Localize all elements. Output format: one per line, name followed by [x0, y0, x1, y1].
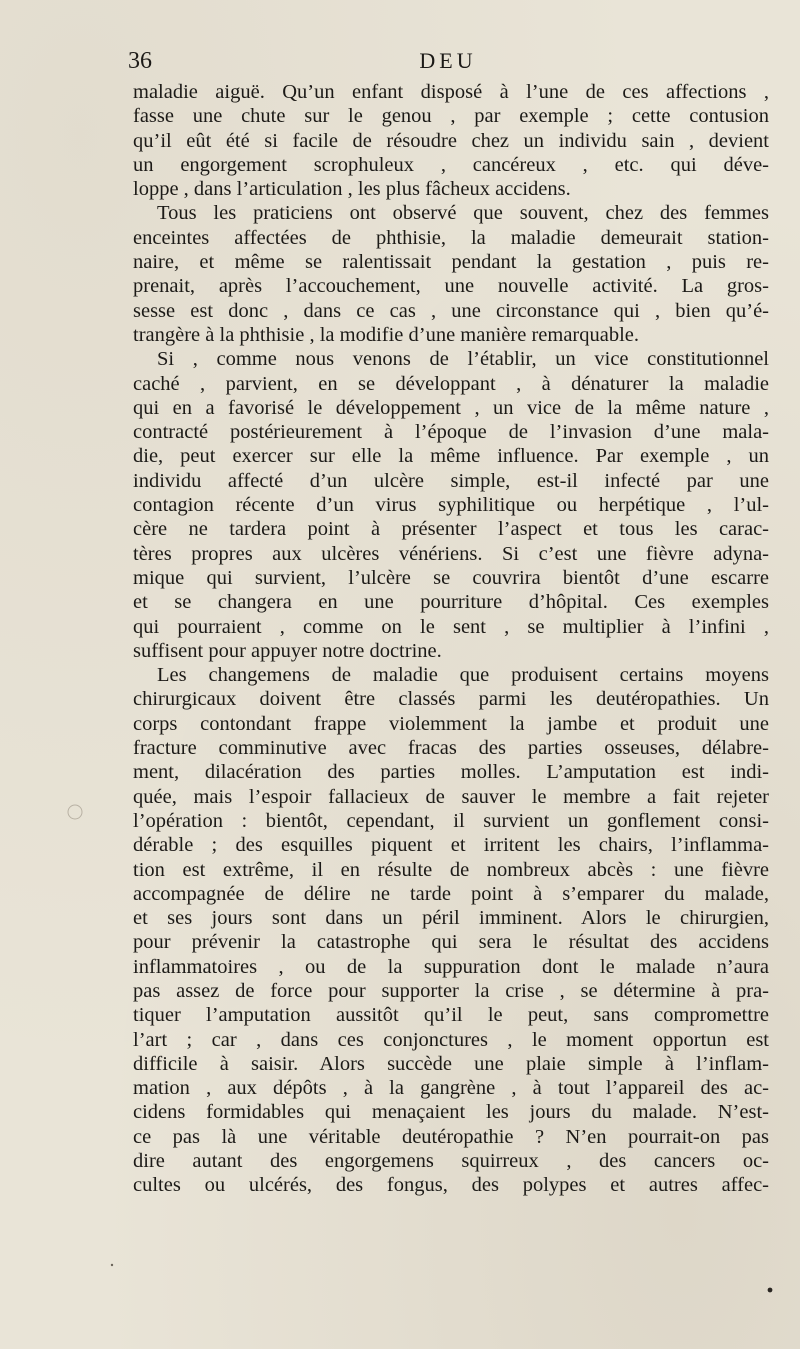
ink-speck [111, 1264, 113, 1266]
text-line: mation , aux dépôts , à la gangrène , à tout l’appareil des ac- [133, 1077, 769, 1100]
text-line: sesse est donc , dans ce cas , une circonstance qui , bien qu’é- [133, 299, 769, 322]
text-line: enceintes affectées de phthisie, la maladie demeurait station- [133, 226, 769, 249]
text-line: l’art ; car , dans ces conjonctures , le moment opportun est [133, 1028, 769, 1051]
running-title: DEU [419, 48, 477, 73]
text-line: Si , comme nous venons de l’établir, un vice constitutionnel [157, 348, 769, 371]
text-line: contagion récente d’un virus syphilitique ou herpétique , l’ul- [133, 494, 769, 517]
text-line: naire, et même se ralentissait pendant la gestation , puis re- [133, 251, 769, 274]
text-line: suffisent pour appuyer notre doctrine. [133, 639, 442, 662]
text-line: corps contondant frappe violemment la jambe et produit une [133, 712, 769, 735]
text-line: prenait, après l’accouchement, une nouvelle activité. La gros- [133, 275, 769, 298]
text-line: quée, mais l’espoir fallacieux de sauver le membre a fait rejeter [133, 785, 769, 808]
text-line: qu’il eût été si facile de résoudre chez un individu sain , devient [133, 129, 769, 152]
text-line: tères propres aux ulcères vénériens. Si c’est une fièvre adyna- [133, 542, 769, 565]
text-line: qui pourraient , comme on le sent , se multiplier à l’infini , [133, 615, 769, 638]
text-line: dérable ; des esquilles piquent et irritent les chairs, l’inflamma- [133, 834, 769, 857]
page-number: 36 [128, 48, 152, 74]
text-line: inflammatoires , ou de la suppuration dont le malade n’aura [133, 955, 769, 978]
text-line: pour prévenir la catastrophe qui sera le résultat des accidens [133, 931, 769, 954]
text-line: maladie aiguë. Qu’un enfant disposé à l’une de ces affections , [133, 81, 769, 103]
text-line: et se changera en une pourriture d’hôpital. Ces exemples [133, 591, 769, 614]
text-line: cultes ou ulcérés, des fongus, des polypes et autres affec- [133, 1174, 769, 1197]
text-line: et ses jours sont dans un péril imminent. Alors le chirurgien, [133, 907, 769, 930]
text-line: accompagnée de délire ne tarde point à s’emparer du malade, [133, 882, 769, 905]
text-line: l’opération : bientôt, cependant, il survient un gonflement consi- [133, 809, 769, 832]
text-line: Tous les praticiens ont observé que souvent, chez des femmes [157, 202, 769, 225]
text-line: cère ne tardera point à présenter l’aspect et tous les carac- [133, 518, 769, 541]
text-line: ment, dilacération des parties molles. L’amputation est indi- [133, 761, 769, 784]
text-line: Les changemens de maladie que produisent certains moyens [157, 664, 769, 687]
running-head [128, 44, 768, 78]
text-line: difficile à saisir. Alors succède une plaie simple à l’inflam- [133, 1052, 769, 1075]
text-line: contracté postérieurement à l’époque de l’invasion d’une mala- [133, 421, 769, 444]
text-line: ce pas là une véritable deutéropathie ? N’en pourrait-on pas [133, 1125, 769, 1148]
text-line: tion est extrême, il en résulte de nombreux abcès : une fièvre [133, 858, 769, 881]
text-line: loppe , dans l’articulation , les plus fâcheux accidens. [133, 178, 571, 201]
paper-blemish [68, 805, 82, 819]
text-line: fracture comminutive avec fracas des parties osseuses, délabre- [133, 737, 769, 760]
ink-speck [768, 1288, 773, 1293]
text-line: un engorgement scrophuleux , cancéreux , etc. qui déve- [133, 153, 769, 176]
text-line: chirurgicaux doivent être classés parmi les deutéropathies. Un [133, 688, 769, 711]
text-line: qui en a favorisé le développement , un vice de la même nature , [133, 396, 769, 419]
text-line: dire autant des engorgemens squirreux , des cancers oc- [133, 1150, 769, 1173]
text-line: die, peut exercer sur elle la même influence. Par exemple , un [133, 445, 769, 468]
text-line: cidens formidables qui menaçaient les jours du malade. N’est- [133, 1101, 769, 1124]
text-line: trangère à la phthisie , la modifie d’une manière remarquable. [133, 323, 640, 346]
body-text [133, 80, 769, 1198]
text-line: tiquer l’amputation aussitôt qu’il le peut, sans compromettre [133, 1004, 769, 1027]
text-line: fasse une chute sur le genou , par exemple ; cette contusion [133, 105, 769, 128]
text-line: mique qui survient, l’ulcère se couvrira bientôt d’une escarre [133, 566, 769, 589]
text-line: pas assez de force pour supporter la crise , se détermine à pra- [133, 979, 769, 1002]
text-line: caché , parvient, en se développant , à dénaturer la maladie [133, 372, 769, 395]
text-line: individu affecté d’un ulcère simple, est-il infecté par une [133, 469, 769, 492]
